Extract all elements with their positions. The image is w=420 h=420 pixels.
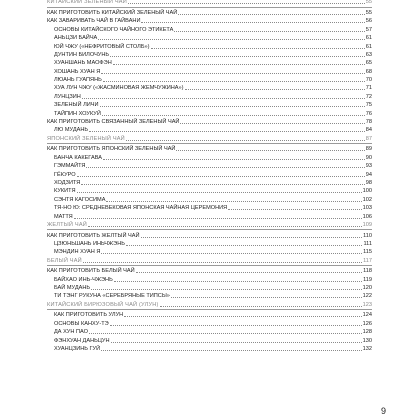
toc-entry[interactable]: [47, 76, 372, 84]
dot-leader: [101, 73, 364, 74]
toc-entry-page: 128: [362, 329, 372, 336]
toc-section-heading-page: 109: [362, 221, 372, 228]
toc-entry-label: ГЁКУРО: [54, 171, 76, 178]
toc-entry-label: ОСНОВЫ КИТАЙСКОГО ЧАЙНОГО ЭТИКЕТА: [54, 26, 174, 33]
toc-entry[interactable]: [47, 25, 372, 33]
toc-entry-label: ЦЗЮНЬШАНЬ ИНЬЧЖЭНЬ: [54, 240, 125, 247]
toc-entry-page: 78: [365, 119, 372, 126]
toc-entry-label: ЛЮАНЬ ГУАПЯНЬ: [54, 77, 102, 84]
toc-entry[interactable]: [47, 101, 372, 109]
toc-entry[interactable]: [47, 179, 372, 187]
toc-entry[interactable]: [47, 92, 372, 100]
toc-entry-page: 84: [365, 127, 372, 134]
toc-entry[interactable]: [47, 275, 372, 283]
dot-leader: [110, 325, 362, 326]
dot-leader: [100, 106, 365, 107]
toc-entry-page: 70: [365, 77, 372, 84]
toc-entry-label: БАЙ МУДАНЬ: [54, 285, 91, 292]
toc-entry-page: 94: [365, 171, 372, 178]
table-of-contents: [47, 0, 372, 353]
dot-leader: [174, 31, 364, 32]
dot-leader: [176, 150, 364, 151]
toc-entry[interactable]: [47, 267, 372, 275]
dot-leader: [77, 192, 362, 193]
toc-entry-page: 56: [365, 18, 372, 25]
toc-section-heading-page: 87: [365, 135, 372, 142]
toc-entry-page: 110: [363, 232, 372, 239]
toc-entry-label: КУКИТЯ: [54, 188, 76, 195]
dot-leader: [103, 159, 365, 160]
toc-entry-label: МАТТЯ: [54, 213, 73, 220]
dot-leader: [178, 14, 365, 15]
dot-leader: [141, 22, 364, 23]
toc-entry-page: 122: [362, 293, 372, 300]
toc-entry-label: КАК ПРИГОТОВИТЬ БЕЛЫЙ ЧАЙ: [47, 268, 135, 275]
toc-entry-page: 119: [363, 276, 372, 283]
toc-entry-page: 61: [365, 43, 372, 50]
toc-entry-page: 89: [365, 146, 372, 153]
toc-entry-label: ТАЙПИН ХОУКУЙ: [54, 110, 101, 117]
dot-leader: [111, 342, 362, 343]
toc-entry-page: 111: [363, 240, 372, 247]
toc-entry-label: ХУАНШАНЬ МАОФЭН: [54, 60, 112, 67]
toc-entry-label: БАНЧА КАКЕГАВА: [54, 154, 102, 161]
toc-section-heading-label: БЕЛЫЙ ЧАЙ: [47, 257, 82, 264]
toc-entry-label: КАК ЗАВАРИВАТЬ ЧАЙ В ГАЙВАНИ: [47, 18, 141, 25]
dot-leader: [151, 48, 365, 49]
toc-entry[interactable]: [47, 59, 372, 67]
toc-entry-page: 100: [362, 188, 372, 195]
dot-leader: [113, 64, 365, 65]
toc-entry-label: ХОДЗИТЯ: [54, 179, 81, 186]
toc-entry[interactable]: [47, 195, 372, 203]
dot-leader: [77, 176, 365, 177]
toc-entry[interactable]: [47, 51, 372, 59]
toc-entry[interactable]: [47, 42, 372, 50]
toc-entry-label: БАЙХАО ИНЬ-ЧЖЭНЬ: [54, 276, 113, 283]
dot-leader: [180, 123, 364, 124]
toc-section-heading-label: ЖЕЛТЫЙ ЧАЙ: [47, 221, 87, 228]
dot-leader: [106, 201, 361, 202]
toc-entry[interactable]: [47, 34, 372, 42]
toc-entry[interactable]: [47, 153, 372, 161]
toc-entry[interactable]: [47, 67, 372, 75]
toc-entry[interactable]: [47, 162, 372, 170]
toc-entry[interactable]: [47, 109, 372, 117]
dot-leader: [98, 39, 364, 40]
toc-entry-label: КАК ПРИГОТОВИТЬ УЛУН: [54, 312, 124, 319]
toc-entry-page: 103: [362, 205, 372, 212]
toc-entry-label: ДА ХУН ПАО: [54, 329, 88, 336]
dot-leader: [86, 167, 364, 168]
toc-entry-label: ХУАНЦЗИНЬ ГУЙ: [54, 345, 101, 352]
toc-section-heading[interactable]: [47, 134, 372, 142]
toc-entry-page: 65: [365, 60, 372, 67]
toc-entry[interactable]: [47, 292, 372, 300]
toc-entry-label: ХОШАНЬ ХУАН Я: [54, 68, 101, 75]
toc-entry-page: 68: [365, 68, 372, 75]
toc-entry-page: 72: [365, 93, 372, 100]
dot-leader: [102, 115, 365, 116]
toc-entry[interactable]: [47, 328, 372, 336]
dot-leader: [89, 333, 362, 334]
toc-entry[interactable]: [47, 84, 372, 92]
dot-leader: [114, 281, 362, 282]
dot-leader: [126, 245, 363, 246]
toc-section-heading[interactable]: [47, 256, 372, 264]
toc-entry-page: 61: [365, 35, 372, 42]
dot-leader: [128, 3, 365, 4]
toc-entry[interactable]: [47, 240, 372, 248]
toc-section-heading-page: 123: [362, 301, 372, 308]
dot-leader: [89, 131, 365, 132]
toc-entry-page: 98: [365, 179, 372, 186]
toc-entry-page: 124: [362, 312, 372, 319]
toc-section-heading[interactable]: [47, 0, 372, 6]
toc-entry[interactable]: [47, 204, 372, 212]
toc-entry[interactable]: [47, 170, 372, 178]
toc-entry-label: ЗЕЛЕНЫЙ ЛИЧИ: [54, 102, 99, 109]
toc-entry-page: 90: [365, 154, 372, 161]
toc-entry-page: 132: [362, 345, 372, 352]
dot-leader: [185, 89, 365, 90]
toc-section-heading-page: 117: [363, 257, 372, 264]
toc-entry-label: ТЯ-НО Ю: СРЕДНЕВЕКОВАЯ ЯПОНСКАЯ ЧАЙНАЯ ЦЕРЕМОНИЯ: [54, 205, 228, 212]
toc-entry-label: КАК ПРИГОТОВИТЬ ЖЕЛТЫЙ ЧАЙ: [47, 232, 140, 239]
toc-entry[interactable]: [47, 9, 372, 17]
toc-section-heading[interactable]: [47, 221, 372, 229]
toc-entry-page: 71: [365, 85, 372, 92]
toc-section-heading[interactable]: [47, 300, 372, 308]
toc-entry[interactable]: [47, 145, 372, 153]
toc-entry-page: 106: [362, 213, 372, 220]
dot-leader: [91, 289, 362, 290]
toc-entry[interactable]: [47, 319, 372, 327]
dot-leader: [126, 140, 365, 141]
toc-entry-label: ЛЮ МУДАНЬ: [54, 127, 89, 134]
toc-entry-label: ХУА ЛУН ЧЖУ («ЖАСМИНОВАЯ ЖЕМЧУЖИНА»): [54, 85, 184, 92]
toc-entry[interactable]: [47, 187, 372, 195]
toc-entry-label: СЭНТЯ КАГОСИМА: [54, 196, 106, 203]
toc-entry-label: ОСНОВЫ КАНХУ-ТЭ: [54, 320, 109, 327]
toc-entry-label: ТИ ТЭНГ РУКУНА «СЕРЕБРЯНЫЕ ТИПСЫ»: [54, 293, 170, 300]
toc-entry[interactable]: [47, 231, 372, 239]
dot-leader: [74, 218, 362, 219]
toc-entry[interactable]: [47, 284, 372, 292]
toc-entry[interactable]: [47, 345, 372, 353]
dot-leader: [141, 237, 363, 238]
toc-entry-page: 75: [365, 102, 372, 109]
toc-entry-page: 57: [365, 26, 372, 33]
toc-entry-page: 55: [365, 9, 372, 16]
toc-entry-page: 120: [362, 285, 372, 292]
toc-entry-page: 63: [365, 51, 372, 58]
dot-leader: [228, 209, 361, 210]
toc-entry-label: КАК ПРИГОТОВИТЬ ЯПОНСКИЙ ЗЕЛЕНЫЙ ЧАЙ: [47, 146, 176, 153]
toc-entry[interactable]: [47, 17, 372, 25]
toc-entry-page: 126: [362, 320, 372, 327]
toc-entry-page: 118: [363, 268, 372, 275]
dot-leader: [110, 56, 365, 57]
toc-entry-label: ЛУНЦЗИН: [54, 93, 81, 100]
dot-leader: [88, 226, 362, 227]
toc-entry-label: МЭНДИН ХУАН Я: [54, 249, 101, 256]
toc-entry[interactable]: [47, 311, 372, 319]
toc-section-heading-label: ЯПОНСКИЙ ЗЕЛЕНЫЙ ЧАЙ: [47, 135, 125, 142]
toc-entry-page: 130: [362, 337, 372, 344]
dot-leader: [160, 306, 362, 307]
toc-entry-page: 93: [365, 163, 372, 170]
toc-entry-label: ДУНТИН БИЛОЧУНЬ: [54, 51, 110, 58]
toc-entry[interactable]: [47, 118, 372, 126]
dot-leader: [171, 297, 362, 298]
toc-entry-label: ФЭНХУАН ДАНЬЦУН: [54, 337, 110, 344]
toc-section-heading-label: КИТАЙСКИЙ ЗЕЛЕНЫЙ ЧАЙ: [47, 0, 127, 6]
dot-leader: [101, 253, 362, 254]
dot-leader: [136, 272, 362, 273]
toc-section-heading-page: 55: [365, 0, 372, 6]
toc-entry-label: ЮЙ ЧЖУ («НЕФРИТОВЫЙ СТОЛБ»): [54, 43, 150, 50]
toc-section-heading-label: КИТАЙСКИЙ БИРЮЗОВЫЙ ЧАЙ (УЛУН): [47, 301, 159, 308]
toc-entry-label: АНЬЦЗИ БАЙЧА: [54, 35, 98, 42]
toc-entry[interactable]: [47, 336, 372, 344]
dot-leader: [83, 262, 362, 263]
dot-leader: [101, 350, 362, 351]
toc-entry-label: КАК ПРИГОТОВИТЬ СВЯЗАННЫЙ ЗЕЛЕНЫЙ ЧАЙ: [47, 119, 180, 126]
dot-leader: [103, 81, 365, 82]
toc-entry[interactable]: [47, 126, 372, 134]
dot-leader: [124, 316, 361, 317]
toc-entry[interactable]: [47, 248, 372, 256]
toc-entry-label: КАК ПРИГОТОВИТЬ КИТАЙСКИЙ ЗЕЛЕНЫЙ ЧАЙ: [47, 9, 178, 16]
toc-entry[interactable]: [47, 212, 372, 220]
page-number: 9: [380, 406, 386, 416]
dot-leader: [81, 184, 364, 185]
toc-entry-page: 102: [362, 196, 372, 203]
toc-entry-label: ГЭММАЙТЯ: [54, 163, 86, 170]
dot-leader: [82, 98, 365, 99]
toc-entry-page: 115: [363, 249, 372, 256]
toc-entry-page: 76: [365, 110, 372, 117]
